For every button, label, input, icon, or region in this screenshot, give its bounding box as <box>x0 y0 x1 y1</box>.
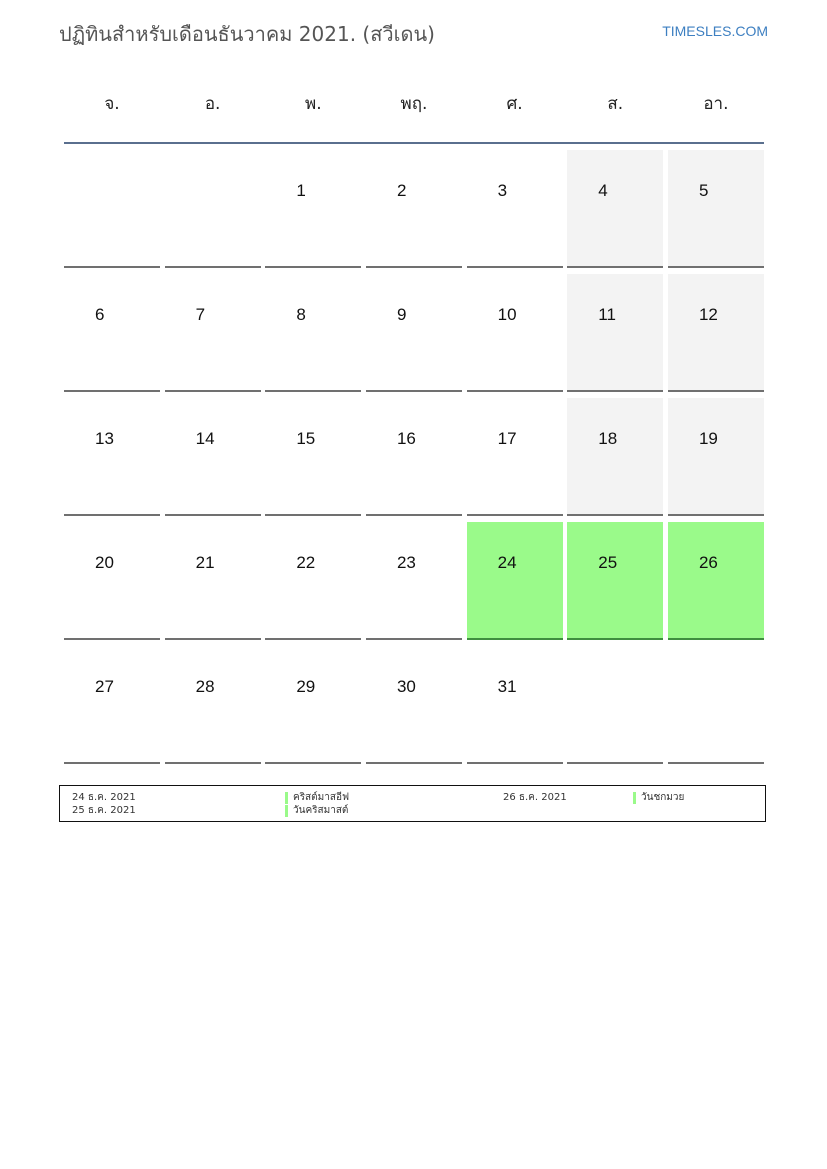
day-number: 8 <box>296 305 306 324</box>
weekday-header-row <box>64 80 764 144</box>
holiday-legend <box>59 785 766 822</box>
day-number: 27 <box>95 677 114 696</box>
legend-color-marker <box>285 792 288 804</box>
day-number: 18 <box>598 429 618 448</box>
legend-color-marker <box>285 805 288 817</box>
day-cell <box>265 522 361 640</box>
legend-holiday-name: วันชกมวย <box>641 792 685 803</box>
day-number: 19 <box>698 429 718 448</box>
day-number: 11 <box>598 305 616 324</box>
day-number: 26 <box>698 553 718 572</box>
day-cell <box>467 646 563 764</box>
day-cell <box>467 150 563 268</box>
weekday-sat: ส. <box>607 94 624 114</box>
day-cell-weekend <box>668 274 764 392</box>
day-cell-weekend <box>567 274 663 392</box>
day-cell-weekend <box>668 398 764 516</box>
weekday-tue: อ. <box>204 94 221 114</box>
weekday-mon: จ. <box>104 94 120 114</box>
day-cell-empty <box>668 646 764 764</box>
day-cell <box>165 646 261 764</box>
day-number: 30 <box>396 677 416 696</box>
day-cell <box>165 274 261 392</box>
day-cell <box>366 274 462 392</box>
day-number: 10 <box>497 305 517 324</box>
day-number: 5 <box>698 181 709 200</box>
day-cell <box>366 398 462 516</box>
day-cell-holiday <box>467 522 563 640</box>
day-number: 23 <box>396 553 416 572</box>
day-number: 29 <box>296 677 316 696</box>
weekday-sun: อา. <box>703 94 729 114</box>
day-cell <box>467 274 563 392</box>
day-number: 6 <box>95 305 105 324</box>
day-cell <box>165 522 261 640</box>
day-number: 1 <box>296 181 306 200</box>
day-number: 3 <box>497 181 508 200</box>
day-cell-weekend <box>668 150 764 268</box>
week-row <box>64 274 764 392</box>
day-cell-weekend <box>567 398 663 516</box>
day-cell <box>64 522 160 640</box>
day-number: 22 <box>296 553 316 572</box>
day-number: 24 <box>497 553 517 572</box>
day-number: 2 <box>396 181 407 200</box>
week-row <box>64 522 764 640</box>
day-cell <box>165 150 261 268</box>
calendar-grid <box>64 80 764 770</box>
day-cell <box>467 398 563 516</box>
weekday-thu: พฤ. <box>400 94 428 114</box>
day-number: 25 <box>598 553 618 572</box>
day-cell <box>64 274 160 392</box>
legend-date: 25 ธ.ค. 2021 <box>72 805 136 816</box>
day-number: 14 <box>195 429 215 448</box>
day-cell <box>64 646 160 764</box>
day-cell <box>366 646 462 764</box>
legend-holiday-name: คริสต์มาสอีฟ <box>293 792 350 803</box>
legend-color-marker <box>633 792 636 804</box>
day-cell-holiday <box>567 522 663 640</box>
day-cell <box>265 150 361 268</box>
day-cell <box>366 150 462 268</box>
week-row <box>64 398 764 516</box>
page-title: ปฏิทินสำหรับเดือนธันวาคม 2021. (สวีเดน) <box>59 22 435 46</box>
day-number: 17 <box>497 429 517 448</box>
day-number: 9 <box>396 305 407 324</box>
legend-date: 26 ธ.ค. 2021 <box>503 792 567 803</box>
day-number: 20 <box>95 553 114 572</box>
day-cell-holiday <box>668 522 764 640</box>
day-cell <box>265 398 361 516</box>
weekday-wed: พ. <box>305 94 322 114</box>
legend-date: 24 ธ.ค. 2021 <box>72 792 136 803</box>
day-number: 15 <box>296 429 316 448</box>
day-cell-empty <box>567 646 663 764</box>
day-number: 21 <box>195 553 215 572</box>
weeks <box>64 150 764 764</box>
site-link[interactable]: TIMESLES.COM <box>662 23 768 39</box>
day-number: 4 <box>598 181 608 200</box>
day-cell <box>366 522 462 640</box>
day-cell <box>265 274 361 392</box>
legend-holiday-name: วันคริสมาสต์ <box>293 805 349 816</box>
day-cell-weekend <box>567 150 663 268</box>
day-cell <box>265 646 361 764</box>
weekday-fri: ศ. <box>506 94 523 114</box>
day-number: 28 <box>195 677 215 696</box>
day-number: 7 <box>195 305 206 324</box>
day-cell <box>64 398 160 516</box>
day-number: 16 <box>396 429 416 448</box>
day-number: 31 <box>497 677 517 696</box>
week-row <box>64 150 764 268</box>
day-number: 12 <box>698 305 718 324</box>
week-row <box>64 646 764 764</box>
day-cell <box>64 150 160 268</box>
day-number: 13 <box>95 429 114 448</box>
day-cell <box>165 398 261 516</box>
